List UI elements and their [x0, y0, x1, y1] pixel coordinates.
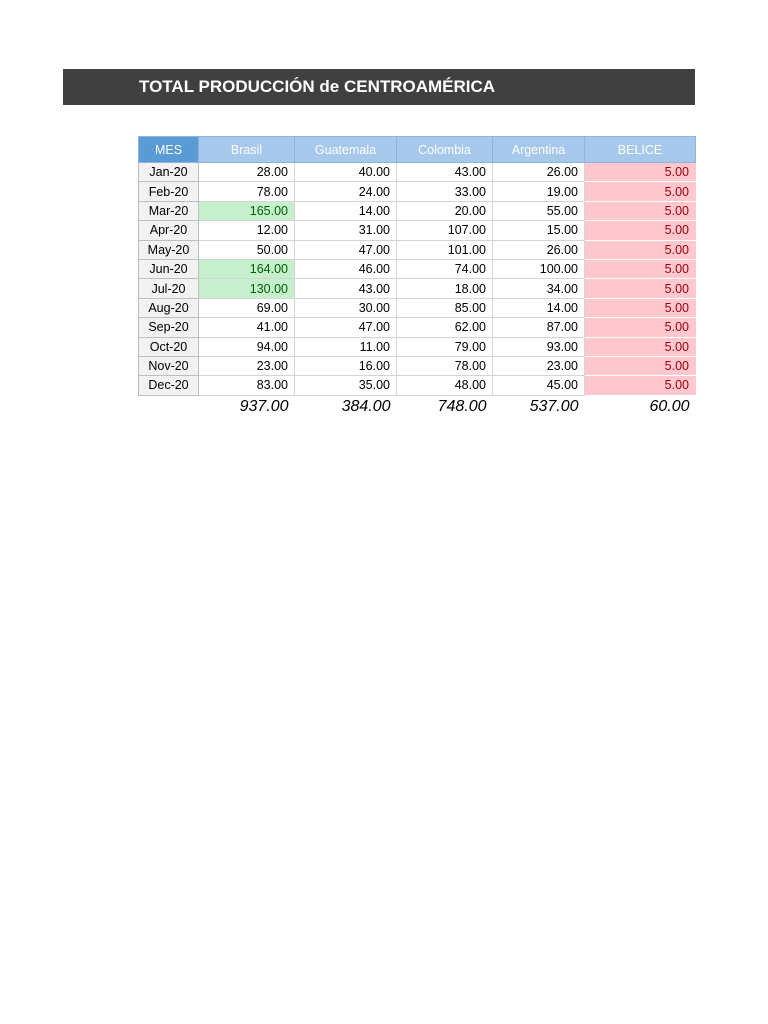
cell-guatemala[interactable]: 35.00 [295, 376, 397, 395]
cell-belice[interactable]: 5.00 [585, 337, 696, 356]
cell-colombia[interactable]: 85.00 [397, 298, 493, 317]
total-guatemala[interactable]: 384.00 [341, 398, 391, 416]
cell-guatemala[interactable]: 47.00 [295, 240, 397, 259]
header-row [139, 137, 696, 163]
cell-colombia[interactable]: 43.00 [397, 163, 493, 182]
totals-spacer [139, 395, 199, 419]
cell-colombia[interactable]: 79.00 [397, 337, 493, 356]
cell-brasil[interactable]: 130.00 [199, 279, 295, 298]
table-row [139, 356, 696, 375]
cell-brasil[interactable]: 69.00 [199, 298, 295, 317]
cell-guatemala[interactable]: 47.00 [295, 318, 397, 337]
cell-argentina[interactable]: 14.00 [493, 298, 585, 317]
table-row [139, 221, 696, 240]
table-row [139, 337, 696, 356]
cell-colombia[interactable]: 48.00 [397, 376, 493, 395]
cell-belice[interactable]: 5.00 [585, 376, 696, 395]
cell-belice[interactable]: 5.00 [585, 298, 696, 317]
cell-brasil[interactable]: 12.00 [199, 221, 295, 240]
cell-colombia[interactable]: 20.00 [397, 201, 493, 220]
cell-colombia[interactable]: 18.00 [397, 279, 493, 298]
cell-guatemala[interactable]: 30.00 [295, 298, 397, 317]
cell-colombia[interactable]: 107.00 [397, 221, 493, 240]
cell-argentina[interactable]: 34.00 [493, 279, 585, 298]
cell-colombia[interactable]: 78.00 [397, 356, 493, 375]
cell-mes[interactable]: Dec-20 [139, 376, 199, 395]
cell-belice[interactable]: 5.00 [585, 163, 696, 182]
cell-brasil[interactable]: 23.00 [199, 356, 295, 375]
cell-brasil[interactable]: 28.00 [199, 163, 295, 182]
cell-belice[interactable]: 5.00 [585, 318, 696, 337]
total-colombia[interactable]: 748.00 [437, 398, 487, 416]
header-brasil[interactable]: Brasil [199, 137, 295, 163]
header-argentina[interactable]: Argentina [493, 137, 585, 163]
table-row [139, 201, 696, 220]
table-body [139, 163, 696, 396]
table-row [139, 259, 696, 278]
cell-mes[interactable]: Nov-20 [139, 356, 199, 375]
cell-brasil[interactable]: 165.00 [199, 201, 295, 220]
total-argentina[interactable]: 537.00 [529, 398, 579, 416]
cell-belice[interactable]: 5.00 [585, 356, 696, 375]
cell-mes[interactable]: Oct-20 [139, 337, 199, 356]
sheet-title: TOTAL PRODUCCIÓN de CENTROAMÉRICA [63, 69, 695, 105]
cell-belice[interactable]: 5.00 [585, 182, 696, 201]
cell-brasil[interactable]: 50.00 [199, 240, 295, 259]
cell-mes[interactable]: Jul-20 [139, 279, 199, 298]
table-row [139, 182, 696, 201]
cell-colombia[interactable]: 101.00 [397, 240, 493, 259]
cell-colombia[interactable]: 33.00 [397, 182, 493, 201]
cell-argentina[interactable]: 26.00 [493, 240, 585, 259]
cell-guatemala[interactable]: 14.00 [295, 201, 397, 220]
cell-mes[interactable]: Jan-20 [139, 163, 199, 182]
cell-mes[interactable]: Apr-20 [139, 221, 199, 240]
cell-guatemala[interactable]: 31.00 [295, 221, 397, 240]
cell-colombia[interactable]: 62.00 [397, 318, 493, 337]
cell-guatemala[interactable]: 43.00 [295, 279, 397, 298]
totals-row [139, 395, 696, 419]
table-row [139, 318, 696, 337]
cell-mes[interactable]: Aug-20 [139, 298, 199, 317]
cell-guatemala[interactable]: 11.00 [295, 337, 397, 356]
cell-argentina[interactable]: 87.00 [493, 318, 585, 337]
table-row [139, 279, 696, 298]
cell-guatemala[interactable]: 16.00 [295, 356, 397, 375]
total-belice[interactable]: 60.00 [649, 398, 690, 416]
cell-belice[interactable]: 5.00 [585, 240, 696, 259]
production-table [138, 136, 696, 419]
cell-argentina[interactable]: 19.00 [493, 182, 585, 201]
cell-mes[interactable]: May-20 [139, 240, 199, 259]
total-brasil[interactable]: 937.00 [239, 398, 289, 416]
cell-belice[interactable]: 5.00 [585, 259, 696, 278]
cell-mes[interactable]: Feb-20 [139, 182, 199, 201]
cell-argentina[interactable]: 23.00 [493, 356, 585, 375]
table-row [139, 240, 696, 259]
cell-brasil[interactable]: 94.00 [199, 337, 295, 356]
cell-mes[interactable]: Mar-20 [139, 201, 199, 220]
cell-colombia[interactable]: 74.00 [397, 259, 493, 278]
cell-argentina[interactable]: 26.00 [493, 163, 585, 182]
cell-guatemala[interactable]: 40.00 [295, 163, 397, 182]
table-row [139, 298, 696, 317]
cell-argentina[interactable]: 100.00 [493, 259, 585, 278]
cell-argentina[interactable]: 93.00 [493, 337, 585, 356]
cell-brasil[interactable]: 83.00 [199, 376, 295, 395]
cell-guatemala[interactable]: 24.00 [295, 182, 397, 201]
cell-brasil[interactable]: 164.00 [199, 259, 295, 278]
cell-brasil[interactable]: 78.00 [199, 182, 295, 201]
cell-argentina[interactable]: 55.00 [493, 201, 585, 220]
header-belice[interactable]: BELICE [585, 137, 696, 163]
cell-belice[interactable]: 5.00 [585, 201, 696, 220]
cell-argentina[interactable]: 45.00 [493, 376, 585, 395]
table-row [139, 376, 696, 395]
header-guatemala[interactable]: Guatemala [295, 137, 397, 163]
cell-mes[interactable]: Jun-20 [139, 259, 199, 278]
cell-belice[interactable]: 5.00 [585, 279, 696, 298]
cell-belice[interactable]: 5.00 [585, 221, 696, 240]
cell-mes[interactable]: Sep-20 [139, 318, 199, 337]
table-row [139, 163, 696, 182]
cell-brasil[interactable]: 41.00 [199, 318, 295, 337]
cell-argentina[interactable]: 15.00 [493, 221, 585, 240]
cell-guatemala[interactable]: 46.00 [295, 259, 397, 278]
header-colombia[interactable]: Colombia [397, 137, 493, 163]
header-mes[interactable]: MES [139, 137, 199, 163]
